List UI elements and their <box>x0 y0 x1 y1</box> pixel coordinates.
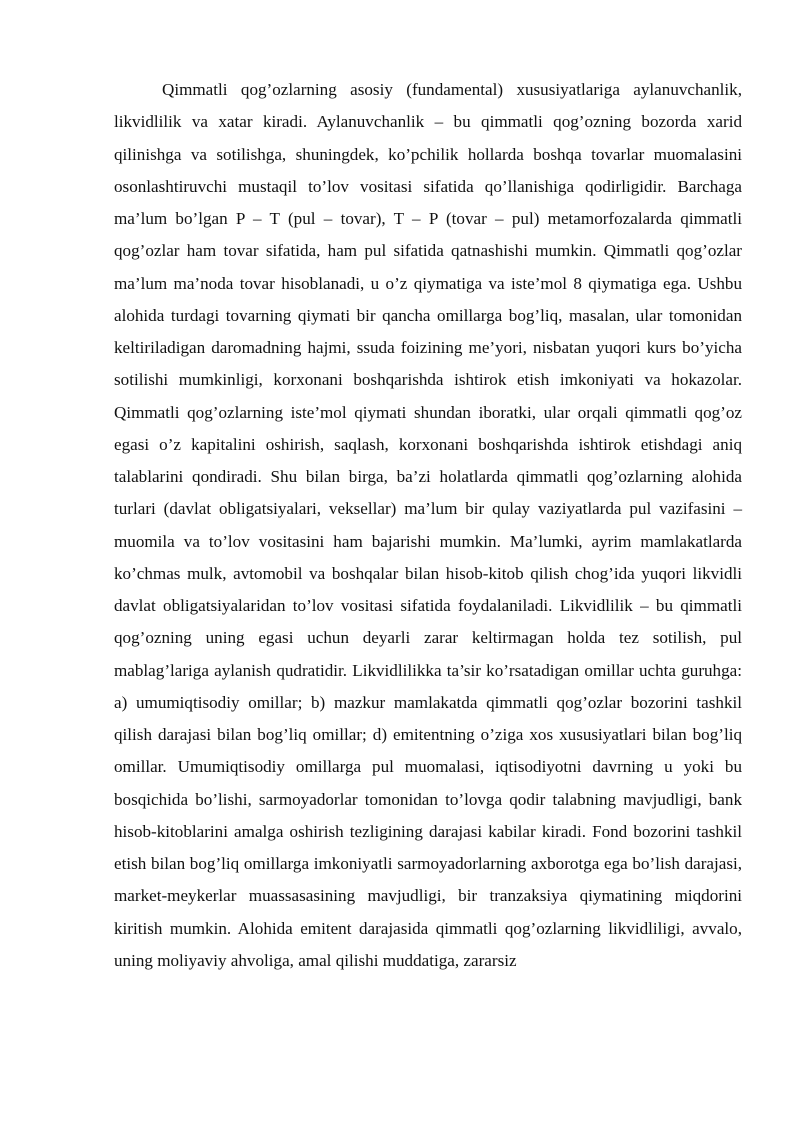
document-body <box>114 74 742 977</box>
body-paragraph: Qimmatli qog’ozlarning asosiy (fundamental) xususiyatlariga aylanuvchanlik, likvidlilik va xatar kiradi. Aylanuvchanlik – bu qimmatli qog’ozning bozorda xarid qilinishga va sotilishga, shuningdek, ko’pchilik hollarda boshqa tovarlar muomalasini osonlashtiruvchi mustaqil to’lov vositasi sifatida qo’llanishiga qodirligidir. Barchaga ma’lum bo’lgan P – T (pul – tovar), T – P (tovar – pul) metamorfozalarda qimmatli qog’ozlar ham tovar sifatida, ham pul sifatida qatnashishi mumkin. Qimmatli qog’ozlar ma’lum ma’noda tovar hisoblanadi, u o’z qiymatiga va iste’mol 8 qiymatiga ega. Ushbu alohida turdagi tovarning qiymati bir qancha omillarga bog’liq, masalan, ular tomonidan keltiriladigan daromadning hajmi, ssuda foizining me’yori, nisbatan yuqori kurs bo’yicha sotilishi mumkinligi, korxonani boshqarishda ishtirok etish imkoniyati va hokazolar. Qimmatli qog’ozlarning iste’mol qiymati shundan iboratki, ular orqali qimmatli qog’oz egasi o’z kapitalini oshirish, saqlash, korxonani boshqarishda ishtirok etishdagi aniq talablarini qondiradi. Shu bilan birga, ba’zi holatlarda qimmatli qog’ozlarning alohida turlari (davlat obligatsiyalari, veksellar) ma’lum bir qulay vaziyatlarda pul vazifasini – muomila va to’lov vositasini ham bajarishi mumkin. Ma’lumki, ayrim mamlakatlarda ko’chmas mulk, avtomobil va boshqalar bilan hisob-kitob qilish chog’ida yuqori likvidli davlat obligatsiyalaridan to’lov vositasi sifatida foydalaniladi. Likvidlilik – bu qimmatli qog’ozning uning egasi uchun deyarli zarar keltirmagan holda tez sotilish, pul mablag’lariga aylanish qudratidir. Likvidlilikka ta’sir ko’rsatadigan omillar uchta guruhga: a) umumiqtisodiy omillar; b) mazkur mamlakatda qimmatli qog’ozlar bozorini tashkil qilish darajasi bilan bog’liq omillar; d) emitentning o’ziga xos xususiyatlari bilan bog’liq omillar. Umumiqtisodiy omillarga pul muomalasi, iqtisodiyotni davrning u yoki bu bosqichida bo’lishi, sarmoyadorlar tomonidan to’lovga qodir talabning mavjudligi, bank hisob-kitoblarini amalga oshirish tezligining darajasi kabilar kiradi. Fond bozorini tashkil etish bilan bog’liq omillarga imkoniyatli sarmoyadorlarning axborotga ega bo’lish darajasi, market-meykerlar muassasasining mavjudligi, bir tranzaksiya qiymatining miqdorini kiritish mumkin. Alohida emitent darajasida qimmatli qog’ozlarning likvidliligi, avvalo, uning moliyaviy ahvoliga, amal qilishi muddatiga, zararsiz <box>114 80 742 970</box>
